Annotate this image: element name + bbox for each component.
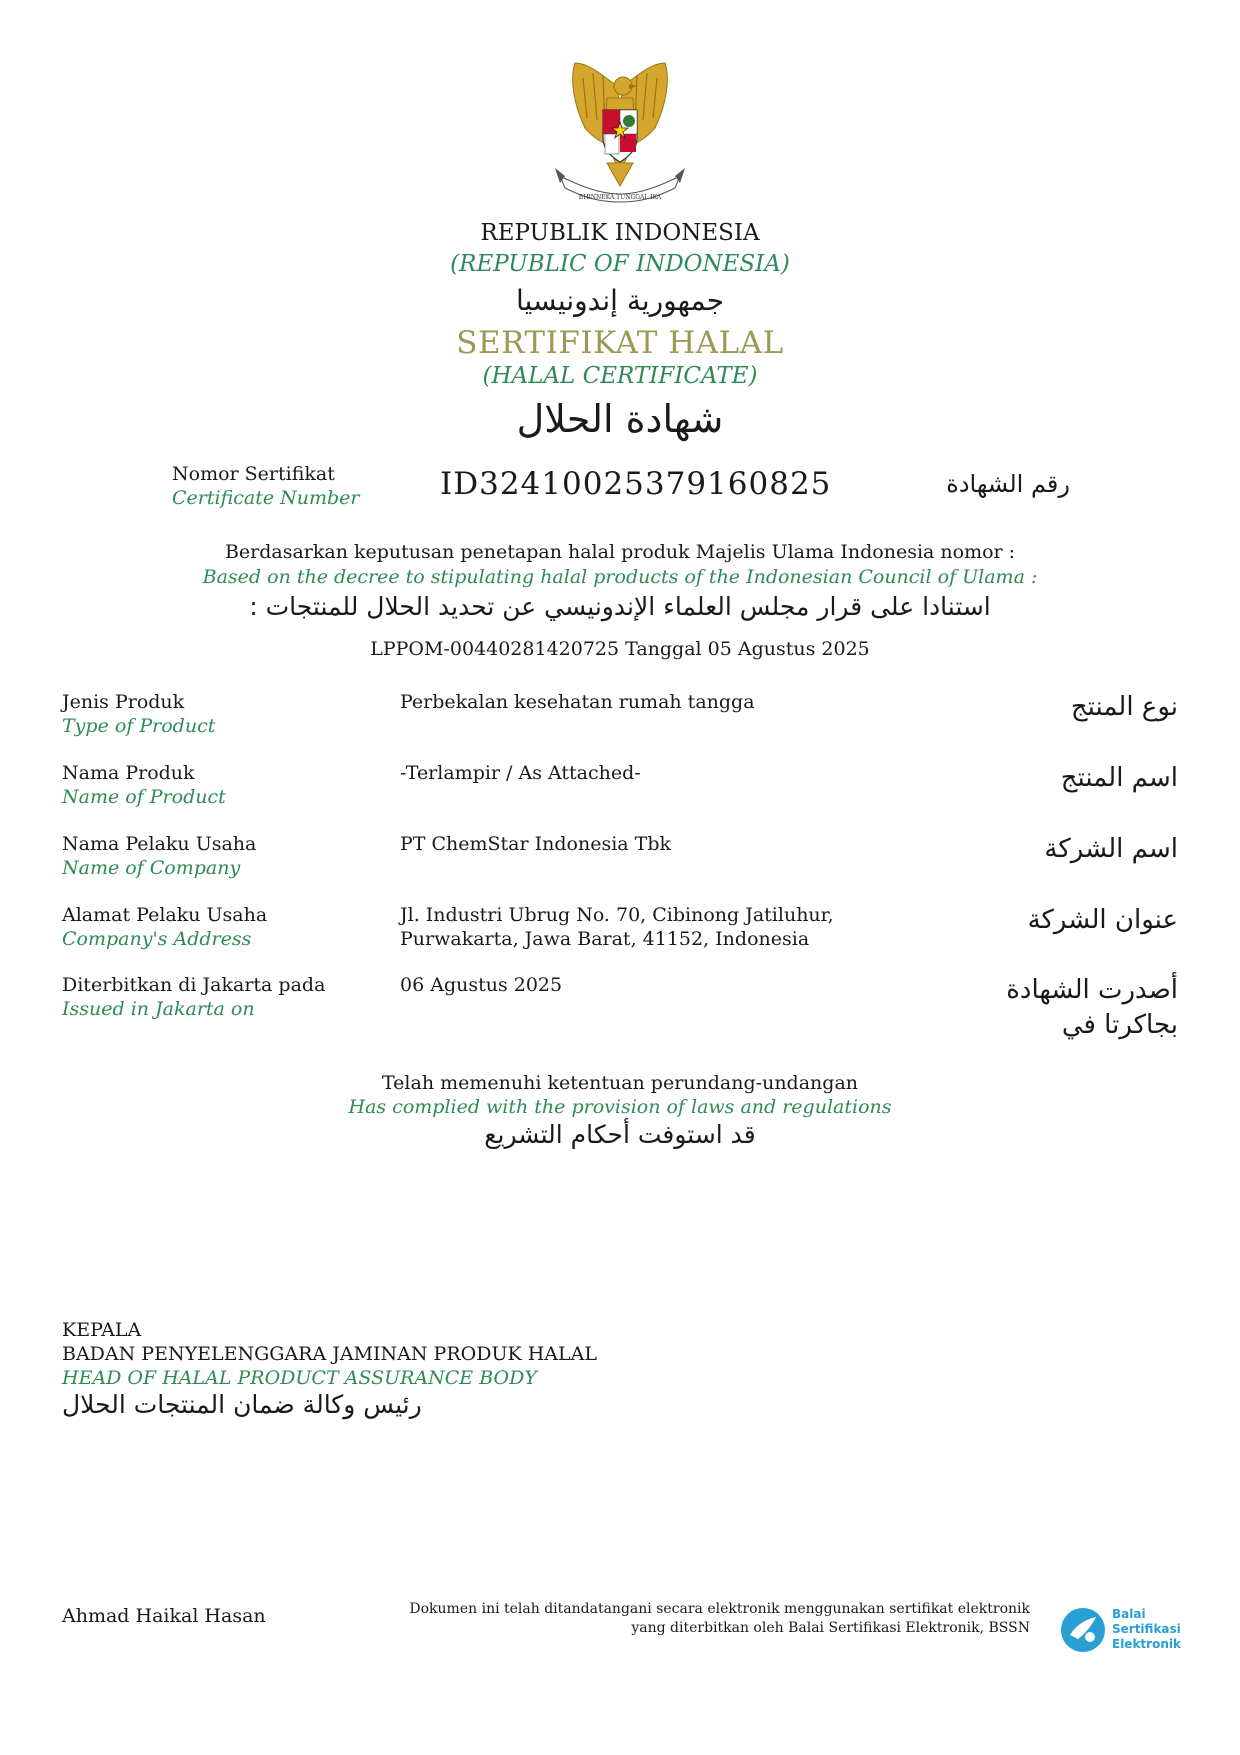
decree-line-ar: استنادا على قرار مجلس العلماء الإندونيسي عن تحديد الحلال للمنتجات : — [249, 592, 991, 621]
bsre-logo — [1058, 1605, 1188, 1655]
garuda-pancasila-emblem-icon — [545, 58, 695, 208]
product-type-label-id: Jenis Produk — [62, 691, 185, 713]
company-name-label-id: Nama Pelaku Usaha — [62, 833, 257, 855]
decree-reference: LPPOM-00440281420725 Tanggal 05 Agustus 2025 — [370, 638, 870, 660]
issued-label-id: Diterbitkan di Jakarta pada — [62, 974, 326, 996]
issued-label-ar: أصدرت الشهادة — [1006, 975, 1178, 1005]
esign-note — [380, 1600, 1030, 1638]
certificate-title-en: (HALAL CERTIFICATE) — [482, 363, 758, 389]
certificate-number-label-ar: رقم الشهادة — [946, 470, 1070, 498]
product-name-label-id: Nama Produk — [62, 762, 195, 784]
esign-note-line2: yang diterbitkan oleh Balai Sertifikasi Elektronik, BSSN — [631, 1620, 1030, 1636]
certificate-number-label-en: Certificate Number — [172, 487, 360, 509]
bsre-logo-line3: Elektronik — [1112, 1637, 1181, 1651]
company-name-label-en: Name of Company — [62, 857, 241, 879]
company-address-line2: Purwakarta, Jawa Barat, 41152, Indonesia — [400, 928, 810, 950]
product-type-label-ar: نوع المنتج — [1070, 692, 1178, 722]
signatory-title-en: HEAD OF HALAL PRODUCT ASSURANCE BODY — [62, 1367, 537, 1389]
bsre-logo-icon — [1058, 1605, 1108, 1655]
country-title-id: REPUBLIK INDONESIA — [480, 220, 760, 246]
signatory-title2: BADAN PENYELENGGARA JAMINAN PRODUK HALAL — [62, 1343, 597, 1365]
company-address-label-en: Company's Address — [62, 928, 252, 950]
product-name-label-en: Name of Product — [62, 786, 226, 808]
country-title-ar: جمهورية إندونيسيا — [515, 284, 725, 317]
certificate-number: ID32410025379160825 — [440, 466, 832, 502]
product-name-value: -Terlampir / As Attached- — [400, 762, 641, 784]
product-name-label-ar: اسم المنتج — [1060, 763, 1178, 793]
company-address-label-ar: عنوان الشركة — [1027, 905, 1178, 935]
emblem-motto-text: BHINNEKA TUNGGAL IKA — [578, 194, 662, 201]
compliance-line-ar: قد استوفت أحكام التشريع — [484, 1120, 756, 1149]
product-type-value: Perbekalan kesehatan rumah tangga — [400, 691, 755, 713]
company-name-value: PT ChemStar Indonesia Tbk — [400, 833, 672, 855]
bsre-logo-line2: Sertifikasi — [1112, 1622, 1181, 1636]
signatory-name: Ahmad Haikal Hasan — [62, 1605, 266, 1627]
decree-line-en: Based on the decree to stipulating halal products of the Indonesian Council of Ulama : — [202, 566, 1038, 588]
product-type-label-en: Type of Product — [62, 715, 216, 737]
issued-date-value: 06 Agustus 2025 — [400, 974, 563, 996]
compliance-line-id: Telah memenuhi ketentuan perundang-undangan — [381, 1072, 859, 1094]
decree-line-id: Berdasarkan keputusan penetapan halal produk Majelis Ulama Indonesia nomor : — [224, 541, 1016, 563]
signatory-title-ar: رئيس وكالة ضمان المنتجات الحلال — [62, 1390, 422, 1419]
bsre-logo-line1: Balai — [1112, 1607, 1146, 1621]
signatory-title1: KEPALA — [62, 1319, 142, 1341]
compliance-line-en: Has complied with the provision of laws and regulations — [348, 1096, 892, 1118]
issued-label-en: Issued in Jakarta on — [62, 998, 255, 1020]
certificate-title-ar: شهادة الحلال — [516, 397, 724, 441]
issued-label-ar-line2: بجاكرتا في — [1061, 1010, 1178, 1040]
company-name-label-ar: اسم الشركة — [1044, 834, 1178, 864]
company-address-label-id: Alamat Pelaku Usaha — [62, 904, 268, 926]
certificate-title-id: SERTIFIKAT HALAL — [456, 325, 784, 361]
company-address-line1: Jl. Industri Ubrug No. 70, Cibinong Jatiluhur, — [400, 904, 834, 926]
certificate-number-label-id: Nomor Sertifikat — [172, 463, 335, 485]
country-title-en: (REPUBLIC OF INDONESIA) — [450, 251, 790, 277]
esign-note-line1: Dokumen ini telah ditandatangani secara elektronik menggunakan sertifikat elektronik — [409, 1601, 1030, 1617]
